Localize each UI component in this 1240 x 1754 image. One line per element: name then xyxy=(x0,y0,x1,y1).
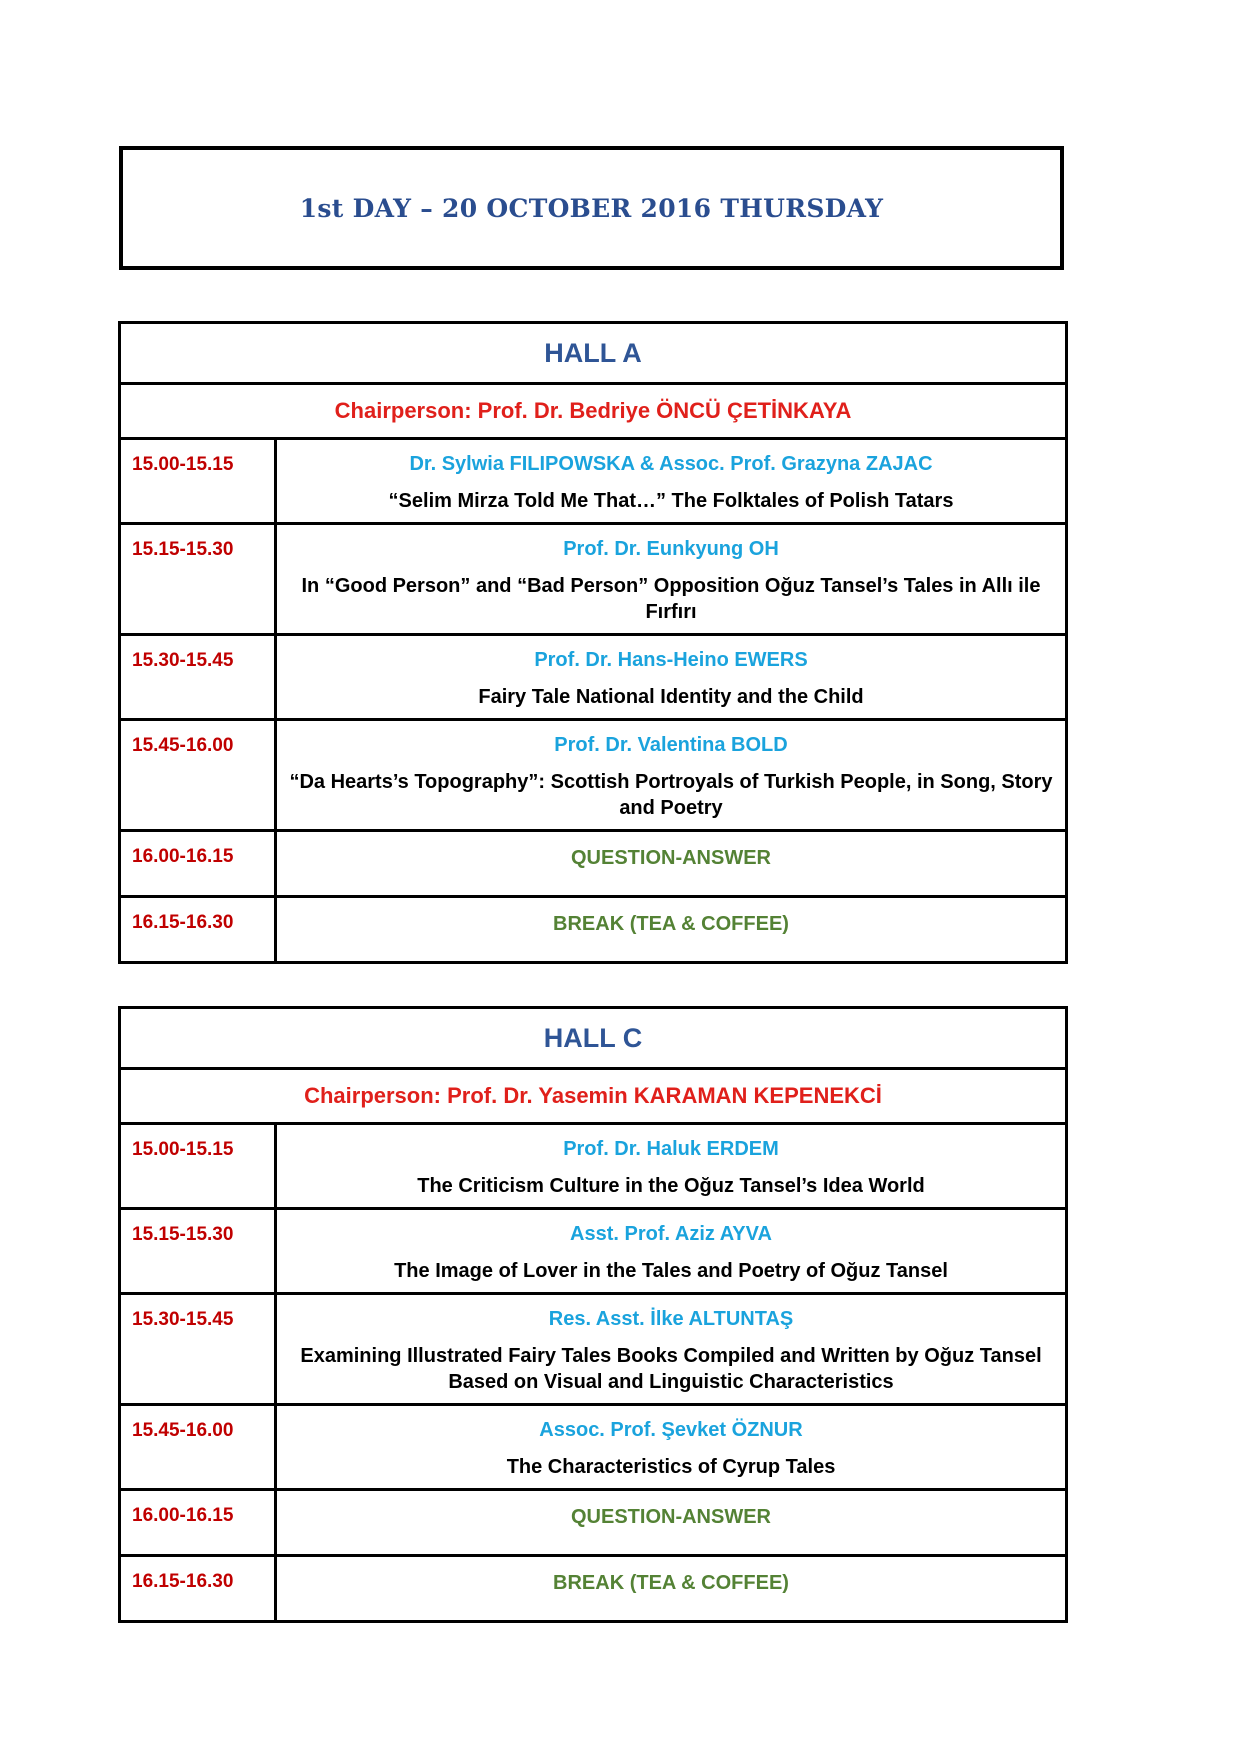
session-row xyxy=(120,1405,1067,1490)
session-row xyxy=(120,439,1067,524)
hall-c-table xyxy=(118,1006,1068,1623)
session-time: 15.45-16.00 xyxy=(120,720,276,831)
session-time: 15.15-15.30 xyxy=(120,1209,276,1294)
session-details xyxy=(276,1124,1067,1209)
session-time: 15.15-15.30 xyxy=(120,524,276,635)
session-speaker: Prof. Dr. Valentina BOLD xyxy=(554,734,788,756)
question-answer-label: QUESTION-ANSWER xyxy=(276,1490,1067,1556)
session-speaker: Assoc. Prof. Şevket ÖZNUR xyxy=(539,1419,803,1441)
session-time: 15.00-15.15 xyxy=(120,1124,276,1209)
day-header-box xyxy=(119,146,1064,270)
session-speaker: Res. Asst. İlke ALTUNTAŞ xyxy=(548,1308,794,1330)
session-details xyxy=(276,1209,1067,1294)
session-paper-title: The Image of Lover in the Tales and Poetry of Oğuz Tansel xyxy=(394,1260,948,1282)
chairperson: Chairperson: Prof. Dr. Bedriye ÖNCÜ ÇETİNKAYA xyxy=(120,384,1067,439)
session-time: 16.00-16.15 xyxy=(120,1490,276,1556)
session-paper-title: “Selim Mirza Told Me That…” The Folktales of Polish Tatars xyxy=(388,490,954,512)
session-row xyxy=(120,1294,1067,1405)
session-speaker: Dr. Sylwia FILIPOWSKA & Assoc. Prof. Grazyna ZAJAC xyxy=(409,453,933,475)
session-time: 16.00-16.15 xyxy=(120,831,276,897)
session-details xyxy=(276,1294,1067,1405)
session-details xyxy=(276,439,1067,524)
session-details xyxy=(276,635,1067,720)
day-title: 1st DAY – 20 OCTOBER 2016 THURSDAY xyxy=(299,193,884,223)
session-paper-title: The Characteristics of Cyrup Tales xyxy=(506,1456,836,1478)
session-row xyxy=(120,1556,1067,1622)
session-details xyxy=(276,524,1067,635)
break-label: BREAK (TEA & COFFEE) xyxy=(276,897,1067,963)
session-speaker: Asst. Prof. Aziz AYVA xyxy=(570,1223,772,1245)
session-paper-title: Fairy Tale National Identity and the Child xyxy=(478,686,864,708)
hall-a-table xyxy=(118,321,1068,964)
session-time: 16.15-16.30 xyxy=(120,1556,276,1622)
session-speaker: Prof. Dr. Hans-Heino EWERS xyxy=(534,649,808,671)
session-row xyxy=(120,720,1067,831)
session-time: 15.00-15.15 xyxy=(120,439,276,524)
session-row xyxy=(120,524,1067,635)
session-time: 15.30-15.45 xyxy=(120,635,276,720)
session-row xyxy=(120,1490,1067,1556)
session-row xyxy=(120,897,1067,963)
hall-name: HALL C xyxy=(120,1008,1067,1069)
session-paper-title: In “Good Person” and “Bad Person” Opposition Oğuz Tansel’s Tales in Allı ile Fırfırı xyxy=(301,575,1041,623)
session-time: 16.15-16.30 xyxy=(120,897,276,963)
session-time: 15.45-16.00 xyxy=(120,1405,276,1490)
session-paper-title: Examining Illustrated Fairy Tales Books Compiled and Written by Oğuz Tansel Based on Visual and Linguistic Characteristics xyxy=(300,1345,1042,1393)
session-row xyxy=(120,1209,1067,1294)
session-paper-title: “Da Hearts’s Topography”: Scottish Portroyals of Turkish People, in Song, Story and Poetry xyxy=(289,771,1053,819)
hall-name: HALL A xyxy=(120,323,1067,384)
chairperson: Chairperson: Prof. Dr. Yasemin KARAMAN KEPENEKCİ xyxy=(120,1069,1067,1124)
session-row xyxy=(120,635,1067,720)
session-details xyxy=(276,720,1067,831)
session-time: 15.30-15.45 xyxy=(120,1294,276,1405)
break-label: BREAK (TEA & COFFEE) xyxy=(276,1556,1067,1622)
session-speaker: Prof. Dr. Eunkyung OH xyxy=(563,538,779,560)
session-details xyxy=(276,1405,1067,1490)
question-answer-label: QUESTION-ANSWER xyxy=(276,831,1067,897)
session-row xyxy=(120,831,1067,897)
session-row xyxy=(120,1124,1067,1209)
session-speaker: Prof. Dr. Haluk ERDEM xyxy=(563,1138,779,1160)
session-paper-title: The Criticism Culture in the Oğuz Tansel’s Idea World xyxy=(417,1175,925,1197)
